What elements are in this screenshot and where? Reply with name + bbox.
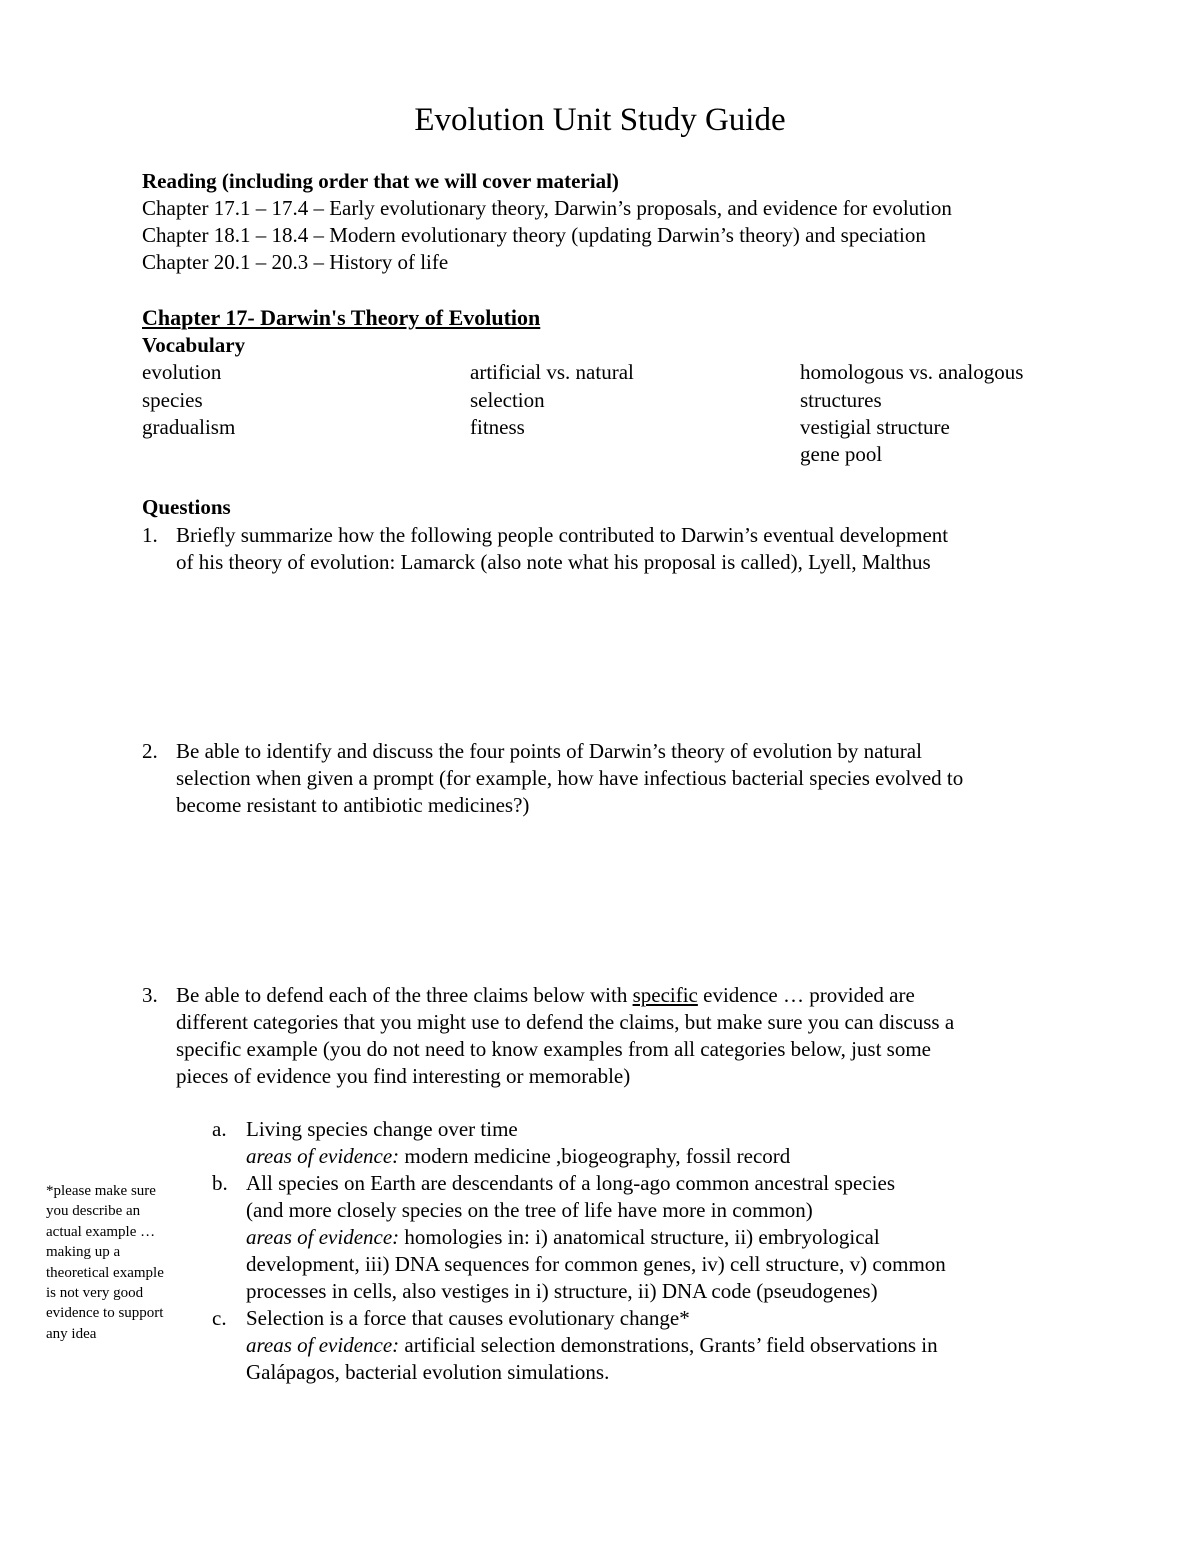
evidence-label: areas of evidence: (246, 1144, 400, 1168)
question-3-text: Be able to defend each of the three claims below with (176, 983, 633, 1007)
margin-note-line: making up a (46, 1244, 121, 1261)
claim-letter: a. (212, 1117, 227, 1141)
claim-c-text: Selection is a force that causes evolutionary change* (246, 1306, 690, 1330)
claim-a-evidence (246, 1143, 790, 1170)
margin-note-line: theoretical example (46, 1264, 164, 1281)
margin-note-line: *please make sure (46, 1183, 156, 1199)
vocab-term: gene pool (800, 442, 883, 466)
question-3-line: different categories that you might use to defend the claims, but make sure you can discuss a (176, 1010, 955, 1034)
question-2-line: Be able to identify and discuss the four points of Darwin’s theory of evolution by natural (176, 739, 922, 763)
vocab-term: evolution (142, 360, 222, 384)
question-number: 2. (142, 739, 158, 763)
claim-letter: c. (212, 1306, 227, 1330)
claim-b-evidence (246, 1224, 880, 1251)
vocab-term: fitness (470, 415, 525, 439)
claim-letter: b. (212, 1171, 228, 1195)
claim-b-text: (and more closely species on the tree of life have more in common) (246, 1198, 813, 1222)
margin-note-line: actual example … (46, 1223, 156, 1240)
claim-b-evidence-line: development, iii) DNA sequences for common genes, iv) cell structure, v) common (246, 1252, 946, 1276)
chapter-heading: Chapter 17- Darwin's Theory of Evolution (142, 305, 541, 330)
claim-c-evidence-line: Galápagos, bacterial evolution simulations. (246, 1360, 610, 1384)
reading-line: Chapter 17.1 – 17.4 – Early evolutionary theory, Darwin’s proposals, and evidence for evolution (142, 196, 952, 220)
question-1-line: Briefly summarize how the following people contributed to Darwin’s eventual development (176, 523, 949, 547)
question-3-text: evidence … provided are (697, 983, 915, 1007)
margin-note-line: evidence to support (46, 1305, 164, 1322)
vocab-term: vestigial structure (800, 415, 950, 439)
reading-line: Chapter 18.1 – 18.4 – Modern evolutionary theory (updating Darwin’s theory) and speciation (142, 223, 926, 247)
question-1-line: of his theory of evolution: Lamarck (also note what his proposal is called), Lyell, Malthus (176, 550, 931, 574)
question-number: 1. (142, 523, 158, 547)
vocab-term: artificial vs. natural (470, 360, 634, 384)
evidence-text: modern medicine ,biogeography, fossil record (399, 1144, 791, 1168)
question-3-line (176, 982, 915, 1009)
question-3-line: specific example (you do not need to know examples from all categories below, just some (176, 1037, 932, 1061)
question-2-line: selection when given a prompt (for example, how have infectious bacterial species evolved to (176, 766, 964, 790)
question-3-line: pieces of evidence you find interesting or memorable) (176, 1064, 631, 1088)
page-title: Evolution Unit Study Guide (414, 102, 786, 138)
reading-heading: Reading (including order that we will cover material) (142, 169, 619, 193)
vocabulary-heading: Vocabulary (142, 333, 246, 357)
vocab-term: selection (470, 388, 545, 412)
claim-c-evidence (246, 1332, 938, 1359)
evidence-text: homologies in: i) anatomical structure, ii) embryological (399, 1225, 880, 1249)
vocab-term: species (142, 388, 203, 412)
claim-b-text: All species on Earth are descendants of a long-ago common ancestral species (246, 1171, 896, 1195)
evidence-label: areas of evidence: (246, 1225, 400, 1249)
margin-note-line: any idea (46, 1325, 97, 1342)
questions-heading: Questions (142, 495, 231, 519)
margin-note-line: is not very good (46, 1285, 144, 1302)
claim-b-evidence-line: processes in cells, also vestiges in i) structure, ii) DNA code (pseudogenes) (246, 1279, 878, 1303)
reading-line: Chapter 20.1 – 20.3 – History of life (142, 250, 449, 274)
margin-note (46, 1181, 164, 1344)
question-2-line: become resistant to antibiotic medicines?) (176, 793, 530, 817)
question-number: 3. (142, 983, 158, 1007)
claim-a-text: Living species change over time (246, 1117, 518, 1141)
margin-note-line: you describe an (46, 1203, 141, 1220)
emphasis-specific: specific (632, 983, 698, 1007)
evidence-label: areas of evidence: (246, 1333, 400, 1357)
vocab-term: gradualism (142, 415, 236, 439)
vocab-term: homologous vs. analogous (800, 360, 1024, 384)
vocab-term: structures (800, 388, 882, 412)
evidence-text: artificial selection demonstrations, Grants’ field observations in (399, 1333, 938, 1357)
